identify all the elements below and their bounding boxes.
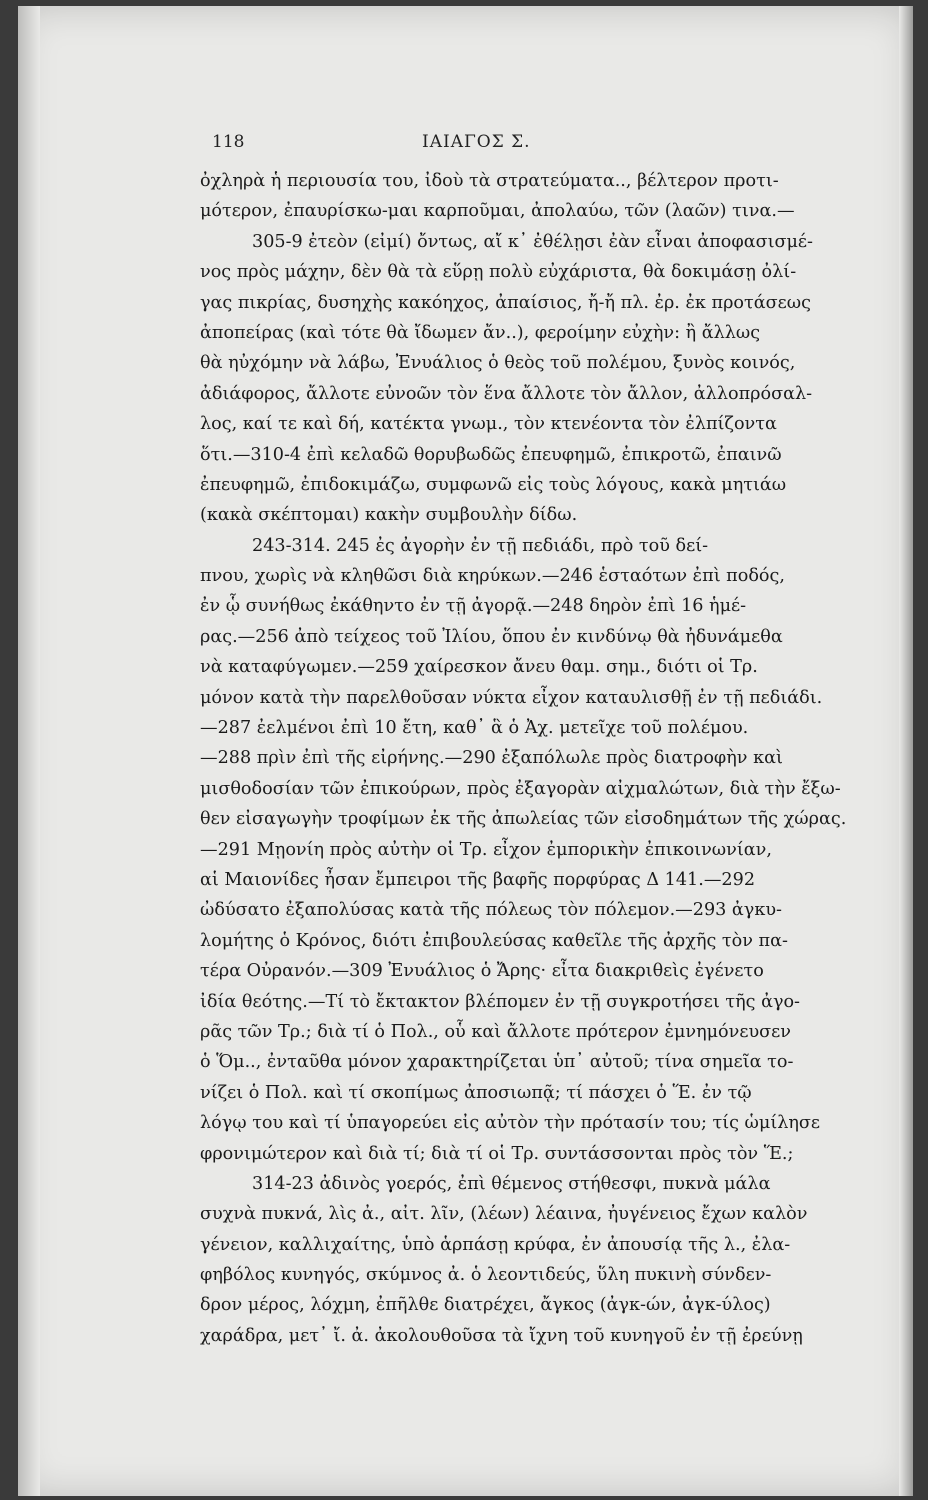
page-header — [212, 132, 607, 160]
text-line: μόνον κατὰ τὴν παρελθοῦσαν νύκτα εἶχον καταυλισθῇ ἐν τῇ πεδιάδι. — [200, 687, 823, 708]
text-line: —288 πρὶν ἐπὶ τῆς εἰρήνης.—290 ἐξαπόλωλε πρὸς διατροφὴν καὶ — [200, 748, 783, 769]
text-line: λομήτης ὁ Κρόνος, διότι ἐπιβουλεύσας καθεῖλε τῆς ἀρχῆς τὸν πα- — [200, 930, 788, 951]
page-edge-shadow-right — [899, 6, 913, 1496]
text-line: 243-314. 245 ἐς ἀγορὴν ἐν τῇ πεδιάδι, πρὸ τοῦ δεί- — [252, 535, 709, 556]
text-line: ὅτι.—310-4 ἐπὶ κελαδῶ θορυβωδῶς ἐπευφημῶ, ἐπικροτῶ, ἐπαινῶ — [200, 444, 782, 465]
page-number: 118 — [212, 132, 245, 152]
text-line: ἀδιάφορος, ἄλλοτε εὐνοῶν τὸν ἕνα ἄλλοτε τὸν ἄλλον, ἀλλοπρόσαλ- — [200, 383, 813, 404]
text-line: νος πρὸς μάχην, δὲν θὰ τὰ εὕρῃ πολὺ εὐχάριστα, θὰ δοκιμάσῃ ὀλί- — [200, 262, 797, 283]
text-line: γας πικρίας, δυσηχὴς κακόηχος, ἀπαίσιος, ἤ-ἤ πλ. ἐρ. ἐκ προτάσεως — [200, 292, 811, 313]
text-line: δρον μέρος, λόχμη, ἐπῆλθε διατρέχει, ἄγκος (ἀγκ-ών, ἀγκ-ύλος) — [200, 1295, 771, 1316]
text-line: 314-23 ἀδινὸς γοερός, ἐπὶ θέμενος στήθεσφι, πυκνὰ μάλα — [252, 1173, 771, 1194]
running-title: ΙΑΙΑΓΟΣ Σ. — [422, 132, 531, 152]
text-line: 305-9 ἐτεὸν (εἰμί) ὄντως, αἴ κ᾽ ἐθέλῃσι ἐὰν εἶναι ἀποφασισμέ- — [252, 231, 813, 252]
text-line: μισθοδοσίαν τῶν ἐπικούρων, πρὸς ἐξαγορὰν αἰχμαλώτων, διὰ τὴν ἔξω- — [200, 778, 841, 799]
text-line: ὁ Ὅμ.., ἐνταῦθα μόνον χαρακτηρίζεται ὑπ᾽ αὐτοῦ; τίνα σημεῖα το- — [200, 1052, 794, 1073]
text-line: θὰ ηὐχόμην νὰ λάβω, Ἐνυάλιος ὁ θεὸς τοῦ πολέμου, ξυνὸς κοινός, — [200, 353, 796, 374]
text-line: θεν εἰσαγωγὴν τροφίμων ἐκ τῆς ἀπωλείας τῶν εἰσοδημάτων τῆς χώρας. — [200, 809, 847, 830]
page-edge-shadow-left — [18, 6, 40, 1496]
text-line: μότερον, ἐπαυρίσκω-μαι καρποῦμαι, ἀπολαύω, τῶν (λαῶν) τινα.— — [200, 201, 795, 222]
text-line: τέρα Οὐρανόν.—309 Ἐνυάλιος ὁ Ἄρης· εἶτα διακριθεὶς ἐγένετο — [200, 961, 764, 982]
text-line: ἰδία θεότης.—Τί τὸ ἔκτακτον βλέπομεν ἐν τῇ συγκροτήσει τῆς ἀγο- — [200, 991, 801, 1012]
text-line: ὀχληρὰ ἡ περιουσία του, ἰδοὺ τὰ στρατεύματα.., βέλτερον προτι- — [200, 171, 779, 191]
text-line: πνου, χωρὶς νὰ κληθῶσι διὰ κηρύκων.—246 ἑσταότων ἐπὶ ποδός, — [200, 566, 785, 587]
text-line: ἀποπείρας (καὶ τότε θὰ ἴδωμεν ἄν..), φεροίμην εὐχὴν: ἢ ἄλλως — [200, 322, 761, 343]
text-line: φρονιμώτερον καὶ διὰ τί; διὰ τί οἱ Τρ. συντάσσονται πρὸς τὸν Ἕ.; — [200, 1143, 794, 1164]
text-line: ὠδύσατο ἐξαπολύσας κατὰ τῆς πόλεως τὸν πόλεμον.—293 ἀγκυ- — [200, 900, 782, 921]
text-line: ρας.—256 ἀπὸ τείχεος τοῦ Ἰλίου, ὅπου ἐν κινδύνῳ θὰ ἠδυνάμεθα — [200, 626, 783, 647]
commentary-text — [200, 166, 865, 1351]
text-line: νὰ καταφύγωμεν.—259 χαίρεσκον ἄνευ θαμ. σημ., διότι οἱ Τρ. — [200, 657, 758, 678]
text-line: χαράδρα, μετ᾽ ἴ. ἀ. ἀκολουθοῦσα τὰ ἴχνη τοῦ κυνηγοῦ ἐν τῇ ἐρεύνῃ — [200, 1325, 803, 1346]
text-line: ἐπευφημῶ, ἐπιδοκιμάζω, συμφωνῶ εἰς τοὺς λόγους, κακὰ μητιάω — [200, 474, 787, 495]
text-line: —287 ἐελμένοι ἐπὶ 10 ἔτη, καθ᾽ ἃ ὁ Ἀχ. μετεῖχε τοῦ πολέμου. — [200, 718, 749, 739]
text-line: (κακὰ σκέπτομαι) κακὴν συμβουλὴν δίδω. — [200, 505, 578, 526]
text-line: φηβόλος κυνηγός, σκύμνος ἀ. ὁ λεοντιδεύς, ὕλη πυκινὴ σύνδεν- — [200, 1265, 772, 1286]
text-line: λος, καί τε καὶ δή, κατέκτα γνωμ., τὸν κτενέοντα τὸν ἐλπίζοντα — [200, 414, 777, 435]
text-line: ρᾶς τῶν Τρ.; διὰ τί ὁ Πολ., οὗ καὶ ἄλλοτε πρότερον ἐμνημόνευσεν — [200, 1021, 791, 1042]
text-line: —291 Μῃονίη πρὸς αὐτὴν οἱ Τρ. εἶχον ἐμπορικὴν ἐπικοινωνίαν, — [200, 839, 772, 860]
text-line: αἱ Μαιονίδες ἦσαν ἔμπειροι τῆς βαφῆς πορφύρας Δ 141.—292 — [200, 869, 756, 890]
text-line: γένειον, καλλιχαίτης, ὑπὸ ἁρπάσῃ κρύφα, ἐν ἀπουσίᾳ τῆς λ., ἐλα- — [200, 1234, 791, 1255]
text-line: νίζει ὁ Πολ. καὶ τί σκοπίμως ἀποσιωπᾷ; τί πάσχει ὁ Ἕ. ἐν τῷ — [200, 1082, 752, 1103]
text-line: ἐν ᾧ συνήθως ἐκάθηντο ἐν τῇ ἀγορᾷ.—248 δηρὸν ἐπὶ 16 ἡμέ- — [200, 596, 747, 617]
text-line: συχνὰ πυκνά, λὶς ἀ., αἰτ. λῖν, (λέων) λέαινα, ἠυγένειος ἔχων καλὸν — [200, 1204, 808, 1225]
text-line: λόγῳ του καὶ τί ὑπαγορεύει εἰς αὐτὸν τὴν πρότασίν του; τίς ὡμίλησε — [200, 1113, 821, 1134]
